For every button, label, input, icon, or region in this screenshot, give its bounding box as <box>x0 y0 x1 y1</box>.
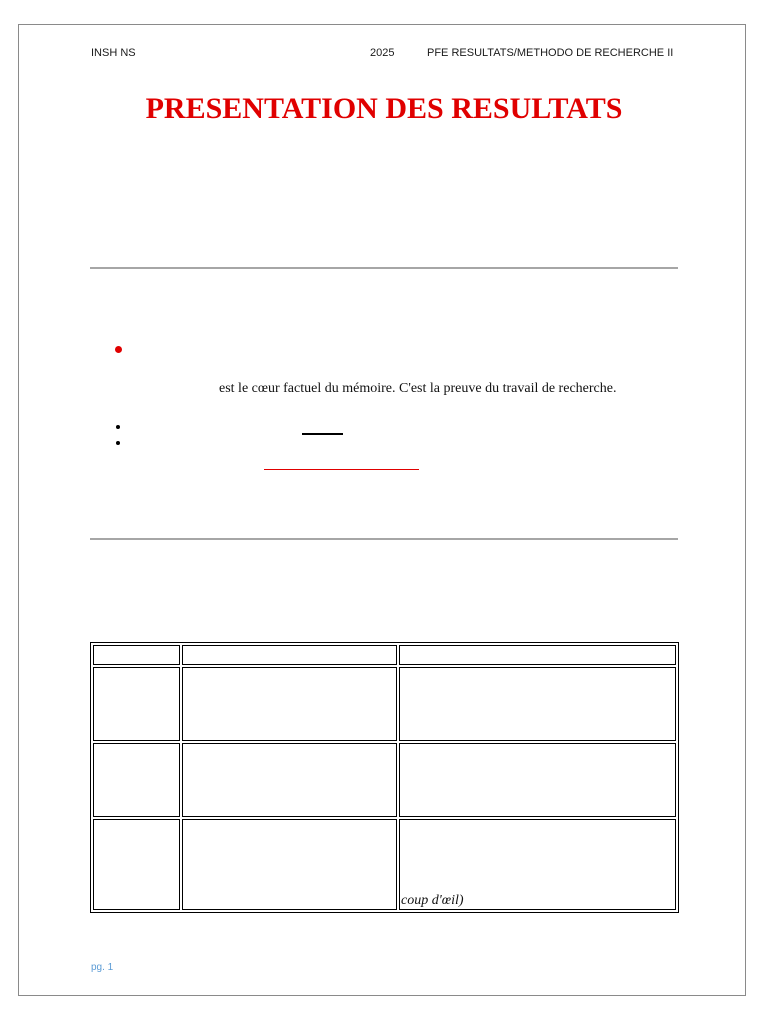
page-number: pg. 1 <box>91 962 114 973</box>
underline-mark <box>302 433 343 435</box>
table-header-cell <box>182 645 397 665</box>
table-cell <box>182 819 397 910</box>
table-row <box>93 743 676 817</box>
table-cell <box>182 667 397 741</box>
red-underline-link[interactable] <box>264 469 419 470</box>
red-bullet-icon <box>115 346 122 353</box>
bullet-icon <box>116 425 120 429</box>
header-left: INSH NS <box>91 47 136 59</box>
table-header-row <box>93 645 676 665</box>
bullet-icon <box>116 441 120 445</box>
intro-body-text: est le cœur factuel du mémoire. C'est la preuve du travail de recherche. <box>219 381 617 396</box>
table-cell <box>93 819 180 910</box>
table-cell <box>182 743 397 817</box>
page-title: PRESENTATION DES RESULTATS <box>145 92 623 125</box>
table-row <box>93 819 676 910</box>
table-header-cell <box>93 645 180 665</box>
table-header-cell <box>399 645 676 665</box>
table-row <box>93 667 676 741</box>
results-table <box>90 642 679 913</box>
header-right: PFE RESULTATS/METHODO DE RECHERCHE II <box>427 47 674 59</box>
header-year: 2025 <box>370 47 395 59</box>
section-divider-bottom <box>90 538 678 540</box>
section-divider-top <box>90 267 678 269</box>
table-cell <box>93 743 180 817</box>
table-cell <box>399 667 676 741</box>
table-cell <box>399 743 676 817</box>
table-cell <box>93 667 180 741</box>
table-cell-note: coup d'œil) <box>399 819 676 910</box>
